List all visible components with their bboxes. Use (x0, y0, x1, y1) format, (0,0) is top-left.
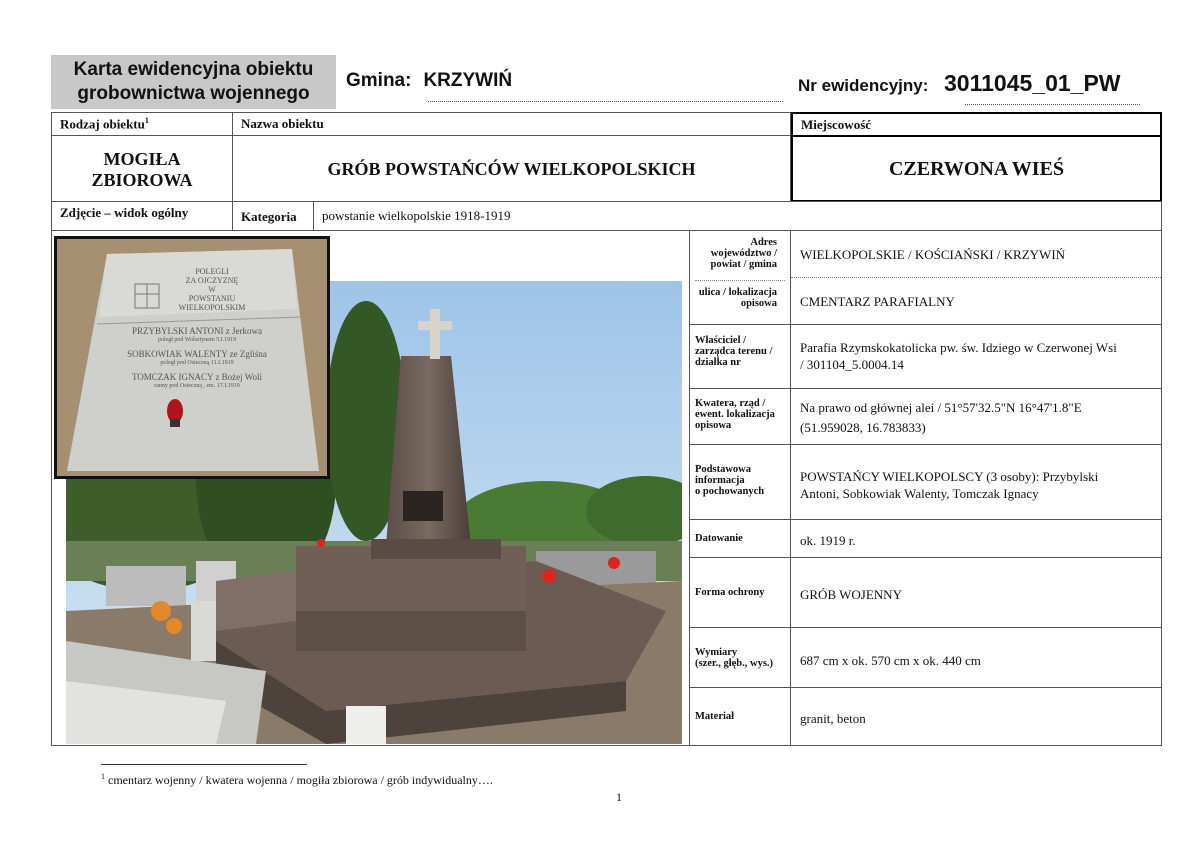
page-number: 1 (616, 790, 622, 804)
kwatera-value-2: (51.959028, 16.783833) (800, 420, 926, 435)
ulica-label-2: opisowa (740, 298, 777, 309)
kwatera-label-2: ewent. lokalizacja (695, 409, 775, 420)
zdjecie-header (51, 201, 233, 231)
document-title (51, 55, 336, 109)
forma-ochrony-value: GRÓB WOJENNY (800, 587, 902, 602)
plaque-photo (54, 236, 330, 479)
wymiary-value-cell (790, 627, 1162, 688)
title-line-2: grobownictwa wojennego (77, 83, 310, 104)
plaque-heading (167, 267, 257, 312)
podstawowa-label-cell (689, 444, 791, 520)
miejscowosc-header (791, 112, 1162, 137)
plaque-line-4: POWSTANIU (188, 294, 236, 303)
wlasciciel-value-cell (790, 324, 1162, 389)
wlasciciel-label-2: zarządca terenu / (695, 346, 773, 357)
podstawowa-value-2: Antoni, Sobkowiak Walenty, Tomczak Ignacy (800, 486, 1039, 501)
plaque-line-3: W (208, 285, 216, 294)
rodzaj-footnote-ref: 1 (144, 116, 149, 125)
podstawowa-label-3: o pochowanych (695, 486, 765, 497)
footnote (101, 772, 493, 788)
kategoria-label: Kategoria (241, 209, 297, 224)
material-value-cell (790, 687, 1162, 746)
rodzaj-line-2: ZBIOROWA (91, 170, 193, 190)
podstawowa-value-cell (790, 444, 1162, 520)
datowanie-value-cell (790, 519, 1162, 558)
material-value: granit, beton (800, 711, 866, 726)
forma-value-cell (790, 557, 1162, 628)
plaque-name-1: PRZYBYLSKI ANTONI z Jerkowa (131, 326, 263, 336)
gmina-label: Gmina: (346, 70, 412, 91)
kwatera-label-cell (689, 388, 791, 445)
ulica-value: CMENTARZ PARAFIALNY (800, 294, 955, 309)
zdjecie-label: Zdjęcie – widok ogólny (60, 205, 189, 220)
wlasciciel-value-2: / 301104_5.0004.14 (800, 357, 904, 372)
wymiary-label-2: (szer., głęb., wys.) (695, 658, 774, 669)
adres-label-3: powiat / gmina (710, 259, 777, 270)
kwatera-label-1: Kwatera, rząd / (695, 398, 766, 409)
plaque-line-1: POLEGLI (195, 267, 229, 276)
kategoria-value (313, 201, 1162, 231)
miejscowosc-value-text: CZERWONA WIEŚ (888, 158, 1065, 180)
miejscowosc-label: Miejscowość (801, 117, 872, 132)
nr-dotted-line (965, 104, 1140, 105)
plaque-name-1-detail: poległ pod Wolsztynem 5.I.1919 (157, 337, 237, 343)
adres-label-1: Adres (750, 237, 777, 248)
podstawowa-value-1: POWSTAŃCY WIELKOPOLSCY (3 osoby): Przybylski (800, 469, 1099, 484)
wlasciciel-label-cell (689, 324, 791, 389)
plaque-line-5: WIELKOPOLSKIM (178, 303, 246, 312)
gmina-field (346, 70, 512, 92)
wymiary-label-1: Wymiary (695, 647, 738, 658)
plaque-name-3-detail: ranny pod Osieczną , zm. 17.I.1919 (154, 383, 240, 389)
gmina-dotted-line (428, 101, 783, 102)
datowanie-label-cell (689, 519, 791, 558)
nazwa-obiektu-value (232, 135, 791, 202)
footnote-separator (101, 764, 307, 765)
footnote-number: 1 (101, 772, 105, 781)
wlasciciel-label-3: działka nr (695, 357, 741, 368)
nazwa-obiektu-header (232, 112, 791, 136)
miejscowosc-value (791, 135, 1162, 202)
plaque-name-2-detail: poległ pod Osieczną 11.I.1919 (160, 360, 234, 366)
material-label-cell (689, 687, 791, 746)
plaque-name-3: TOMCZAK IGNACY z Bożej Woli (131, 372, 263, 382)
datowanie-label: Datowanie (695, 533, 743, 544)
adres-label-cell (689, 230, 791, 325)
ulica-label-1: ulica / lokalizacja (698, 287, 777, 298)
kategoria-header (232, 201, 314, 231)
adres-value-cell (790, 230, 1162, 325)
rodzaj-obiektu-value (51, 135, 233, 202)
forma-label-cell (689, 557, 791, 628)
material-label: Materiał (695, 711, 735, 722)
forma-ochrony-label: Forma ochrony (695, 587, 765, 598)
plaque-line-2: ZA OJCZYZNĘ (185, 276, 239, 285)
adres-label-2: województwo / (710, 248, 777, 259)
nazwa-label: Nazwa obiektu (241, 116, 324, 131)
wymiary-label-cell (689, 627, 791, 688)
nazwa-value: GRÓB POWSTAŃCÓW WIELKOPOLSKICH (327, 159, 696, 179)
kwatera-label-3: opisowa (695, 420, 732, 431)
wlasciciel-label-1: Właściciel / (695, 335, 747, 346)
rodzaj-line-1: MOGIŁA (103, 149, 181, 169)
wlasciciel-value-1: Parafia Rzymskokatolicka pw. św. Idziego w Czerwonej Wsi (800, 340, 1117, 355)
kategoria-value-text: powstanie wielkopolskie 1918-1919 (322, 208, 511, 223)
plaque-inscription (57, 239, 327, 476)
podstawowa-label-1: Podstawowa (695, 464, 752, 475)
podstawowa-label-2: informacja (695, 475, 745, 486)
kwatera-value-cell (790, 388, 1162, 445)
kwatera-value-1: Na prawo od głównej alei / 51°57'32.5"N 16°47'1.8"E (800, 400, 1082, 415)
title-line-1: Karta ewidencyjna obiektu (73, 59, 314, 80)
nr-ewidencyjny-value: 3011045_01_PW (944, 70, 1121, 96)
gmina-value: KRZYWIŃ (423, 70, 513, 91)
plaque-name-2: SOBKOWIAK WALENTY ze Zgliśna (127, 349, 267, 359)
rodzaj-label: Rodzaj obiektu (60, 116, 145, 132)
wymiary-value: 687 cm x ok. 570 cm x ok. 440 cm (800, 653, 981, 668)
rodzaj-obiektu-header (51, 112, 233, 136)
nr-ewidencyjny-label: Nr ewidencyjny: (798, 76, 929, 95)
footnote-text: cmentarz wojenny / kwatera wojenna / mogiła zbiorowa / grób indywidualny…. (108, 773, 493, 787)
adres-value: WIELKOPOLSKIE / KOŚCIAŃSKI / KRZYWIŃ (800, 247, 1066, 262)
datowanie-value: ok. 1919 r. (800, 533, 856, 548)
plaque-names (92, 327, 302, 391)
